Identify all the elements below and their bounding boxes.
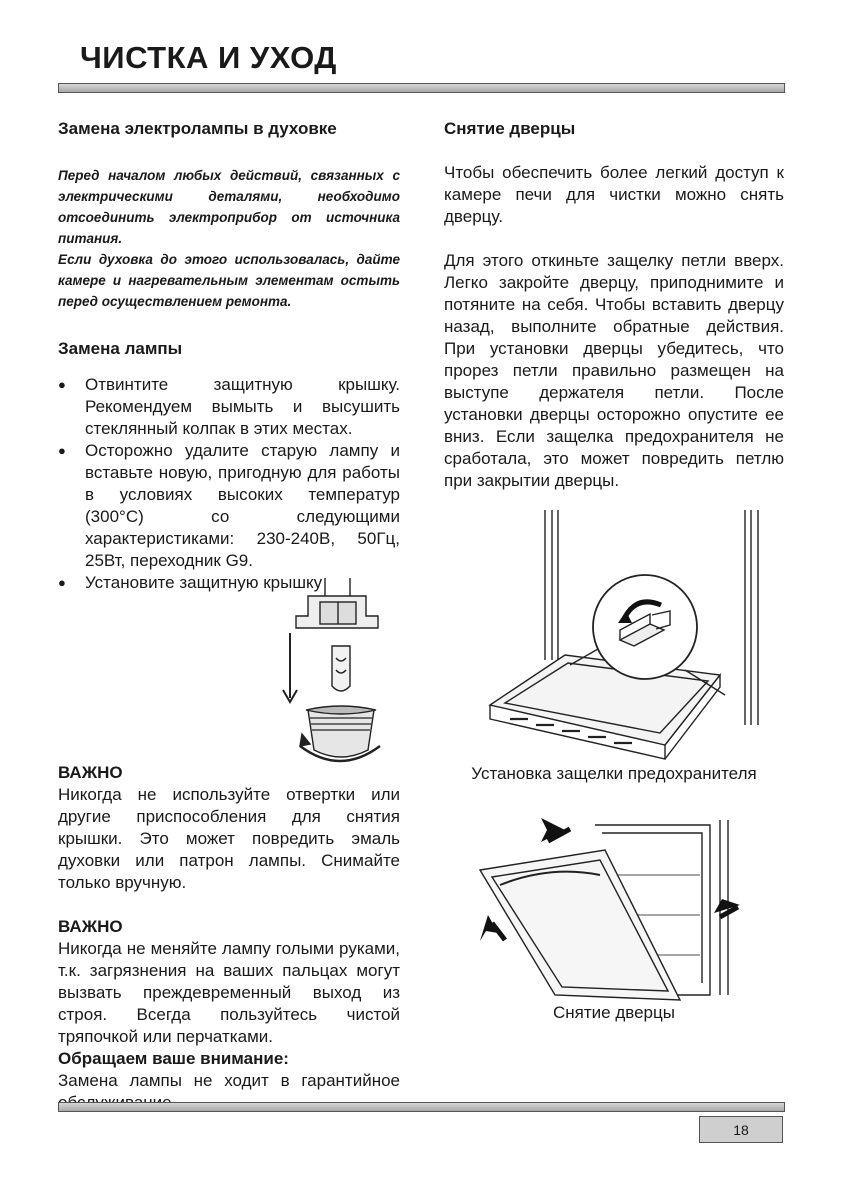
important-text-1: Никогда не используйте отвертки или другие приспособления для снятия крышки. Это может повредить эмаль духовки или патрон лампы. Снимайте только вручную. <box>58 785 400 892</box>
left-column <box>58 118 400 594</box>
page-title: ЧИСТКА И УХОД <box>80 40 337 75</box>
attention-heading: Обращаем ваше внимание: <box>58 1049 289 1068</box>
important-text-2: Никогда не меняйте лампу голыми руками, т.к. загрязнения на ваших пальцах могут вызвать преждевременный выход из строя. Всегда пользуйтесь чистой тряпочкой или перчатками. <box>58 939 400 1046</box>
important-heading-2: ВАЖНО <box>58 917 123 936</box>
list-item: ● Отвинтите защитную крышку. Рекомендуем вымыть и высушить стеклянный колпак в этих местах. <box>58 374 400 440</box>
important-heading-1: ВАЖНО <box>58 763 123 782</box>
lamp-steps-list <box>58 374 400 594</box>
hinge-latch-caption: Установка защелки предохранителя <box>471 764 757 783</box>
door-intro-text: Чтобы обеспечить более легкий доступ к камере печи для чистки можно снять дверцу. <box>444 163 784 226</box>
door-removal-illustration <box>470 815 770 1005</box>
lamp-replacement-illustration <box>270 578 400 778</box>
replace-lamp-heading: Замена лампы <box>58 339 183 358</box>
warning-disconnect: Перед началом любых действий, связанных с электрическими деталями, необходимо отсоединить электроприбор от источника питания. <box>58 168 400 246</box>
lamp-section-heading: Замена электролампы в духовке <box>58 119 337 138</box>
list-item: ● Установите защитную крышку <box>58 572 400 594</box>
top-divider <box>58 83 785 93</box>
attention-text: Замена лампы не ходит в гарантийное <box>58 1071 400 1090</box>
important-notes <box>58 762 400 1114</box>
bottom-divider <box>58 1102 785 1112</box>
door-instructions-text: Для этого откиньте защелку петли вверх. Легко закройте дверцу, приподнимите и потяните на себя. Чтобы вставить дверцу назад, выполните обратные действия. При установки дверцы убедитесь, что прорез петли правильно размещен на выступе держателя петли. После установки дверцы осторожно опустите ее вниз. Если защелка предохранителя не сработала, это может повредить петлю при закрытии дверцы. <box>444 251 784 490</box>
page-number: 18 <box>699 1116 783 1143</box>
list-item: ● Осторожно удалите старую лампу и вставьте новую, пригодную для работы в условиях высоких температур (300°C) со следующими характеристиками: 230-240В, 50Гц, 25Вт, переходник G9. <box>58 440 400 572</box>
door-removal-caption: Снятие дверцы <box>553 1003 675 1022</box>
safety-warning <box>58 165 400 312</box>
warning-cooldown: Если духовка до этого использовалась, дайте камере и нагревательным элементам остыть перед осуществлением ремонта. <box>58 252 400 309</box>
hinge-latch-illustration <box>470 505 775 763</box>
door-section-heading: Снятие дверцы <box>444 119 576 138</box>
right-column <box>444 118 784 492</box>
